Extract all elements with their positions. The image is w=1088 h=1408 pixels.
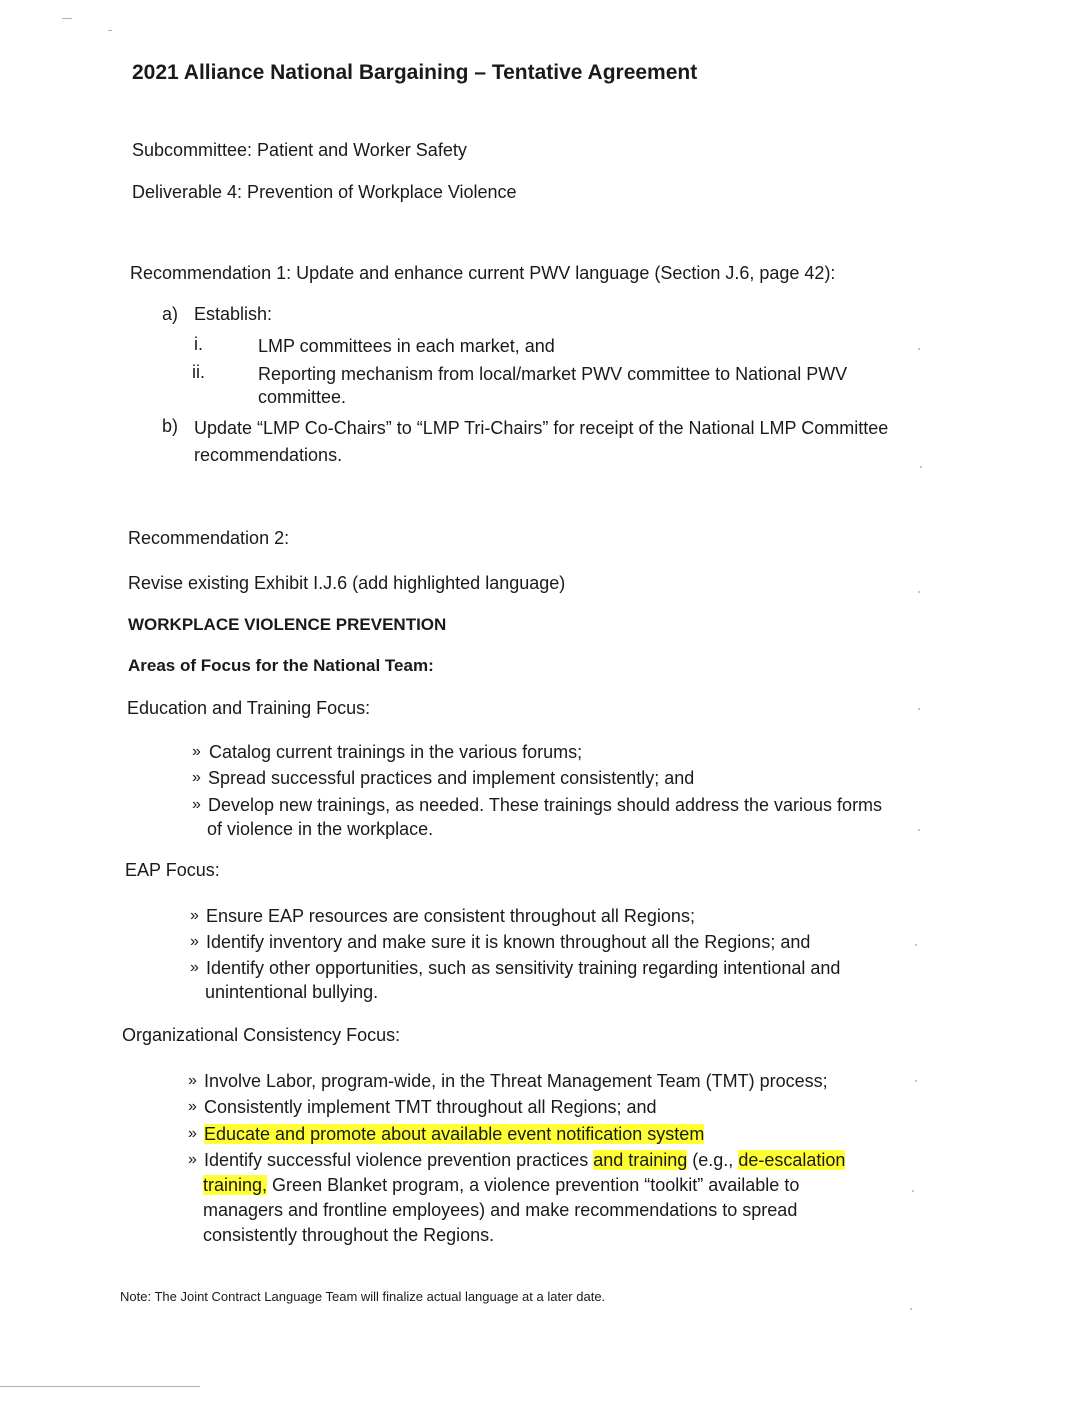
eap-bullet-3-line2: unintentional bullying.: [205, 982, 379, 1002]
bullet-glyph: »: [192, 796, 201, 813]
scan-artifact: [108, 30, 112, 31]
eap-bullet-1: Ensure EAP resources are consistent throughout all Regions;: [206, 906, 695, 926]
footer-note: Note: The Joint Contract Language Team will finalize actual language at a later date.: [120, 1289, 606, 1304]
education-bullet-3-line1: Develop new trainings, as needed. These trainings should address the various forms: [208, 795, 883, 815]
text-span: (e.g.,: [687, 1150, 739, 1170]
highlighted-text: de-escalation: [738, 1150, 846, 1170]
eap-bullet-2: Identify inventory and make sure it is known throughout all the Regions; and: [206, 932, 811, 952]
org-bullet-1: Involve Labor, program-wide, in the Threat Management Team (TMT) process;: [204, 1071, 828, 1091]
areas-of-focus-title: Areas of Focus for the National Team:: [128, 656, 434, 675]
revise-exhibit-line: Revise existing Exhibit I.J.6 (add highlighted language): [128, 573, 566, 593]
org-bullet-4-line3: managers and frontline employees) and make recommendations to spread: [203, 1200, 798, 1220]
scan-artifact: [0, 1386, 200, 1387]
deliverable-line: Deliverable 4: Prevention of Workplace Violence: [132, 182, 517, 202]
scan-dot: [918, 708, 920, 710]
eap-heading: EAP Focus:: [125, 860, 220, 880]
recommendation-1-heading: Recommendation 1: Update and enhance current PWV language (Section J.6, page 42):: [130, 263, 836, 283]
list-marker-i: i.: [194, 334, 203, 354]
list-marker-a: a): [162, 304, 179, 324]
establish-label: Establish:: [194, 304, 273, 324]
org-bullet-4-line2: [203, 1174, 799, 1196]
text-span: Identify successful violence prevention practices: [204, 1150, 594, 1170]
scan-dot: [918, 829, 920, 831]
education-bullet-3-line2: of violence in the workplace.: [207, 819, 434, 839]
eap-bullet-3-line1: Identify other opportunities, such as sensitivity training regarding intentional and: [206, 958, 841, 978]
highlighted-text: and training: [593, 1150, 688, 1170]
scan-dot: [918, 591, 920, 593]
education-bullet-1: Catalog current trainings in the various forums;: [209, 742, 583, 762]
list-marker-b: b): [162, 416, 179, 436]
scan-dot: [915, 944, 917, 946]
org-bullet-3: [204, 1123, 704, 1145]
bullet-glyph: »: [188, 1098, 197, 1115]
text-span: Green Blanket program, a violence prevention “toolkit” available to: [267, 1175, 800, 1195]
scan-dot: [915, 1080, 917, 1082]
org-bullet-4-line4: consistently throughout the Regions.: [203, 1225, 495, 1245]
organizational-heading: Organizational Consistency Focus:: [122, 1025, 401, 1045]
org-bullet-4-line1: [204, 1149, 845, 1171]
scan-dot: [918, 348, 920, 350]
recommendation-2-heading: Recommendation 2:: [128, 528, 290, 548]
bullet-glyph: »: [188, 1151, 197, 1168]
document-title: 2021 Alliance National Bargaining – Tentative Agreement: [132, 61, 698, 84]
highlighted-text: Educate and promote about available event notification system: [204, 1124, 705, 1144]
item-ii-text-line2: committee.: [258, 387, 347, 407]
bullet-glyph: »: [192, 769, 201, 786]
item-ii-text-line1: Reporting mechanism from local/market PWV committee to National PWV: [258, 364, 848, 384]
scan-dot: [912, 1190, 914, 1192]
org-bullet-2: Consistently implement TMT throughout all Regions; and: [204, 1097, 657, 1117]
bullet-glyph: »: [188, 1072, 197, 1089]
scan-dot: [910, 1308, 912, 1310]
bullet-glyph: »: [190, 933, 199, 950]
scan-dot: [920, 466, 922, 468]
list-marker-ii: ii.: [192, 362, 205, 382]
education-heading: Education and Training Focus:: [127, 698, 371, 718]
education-bullet-2: Spread successful practices and implement consistently; and: [208, 768, 695, 788]
bullet-glyph: »: [190, 907, 199, 924]
item-b-text-line2: recommendations.: [194, 445, 343, 465]
section-title: WORKPLACE VIOLENCE PREVENTION: [128, 615, 447, 634]
highlighted-text: training,: [203, 1175, 268, 1195]
bullet-glyph: »: [188, 1125, 197, 1142]
item-i-text: LMP committees in each market, and: [258, 336, 555, 356]
bullet-glyph: »: [190, 959, 199, 976]
subcommittee-line: Subcommittee: Patient and Worker Safety: [132, 140, 467, 160]
item-b-text-line1: Update “LMP Co-Chairs” to “LMP Tri-Chairs” for receipt of the National LMP Committee: [194, 418, 889, 438]
bullet-glyph: »: [192, 743, 201, 760]
scan-artifact: [62, 18, 72, 19]
